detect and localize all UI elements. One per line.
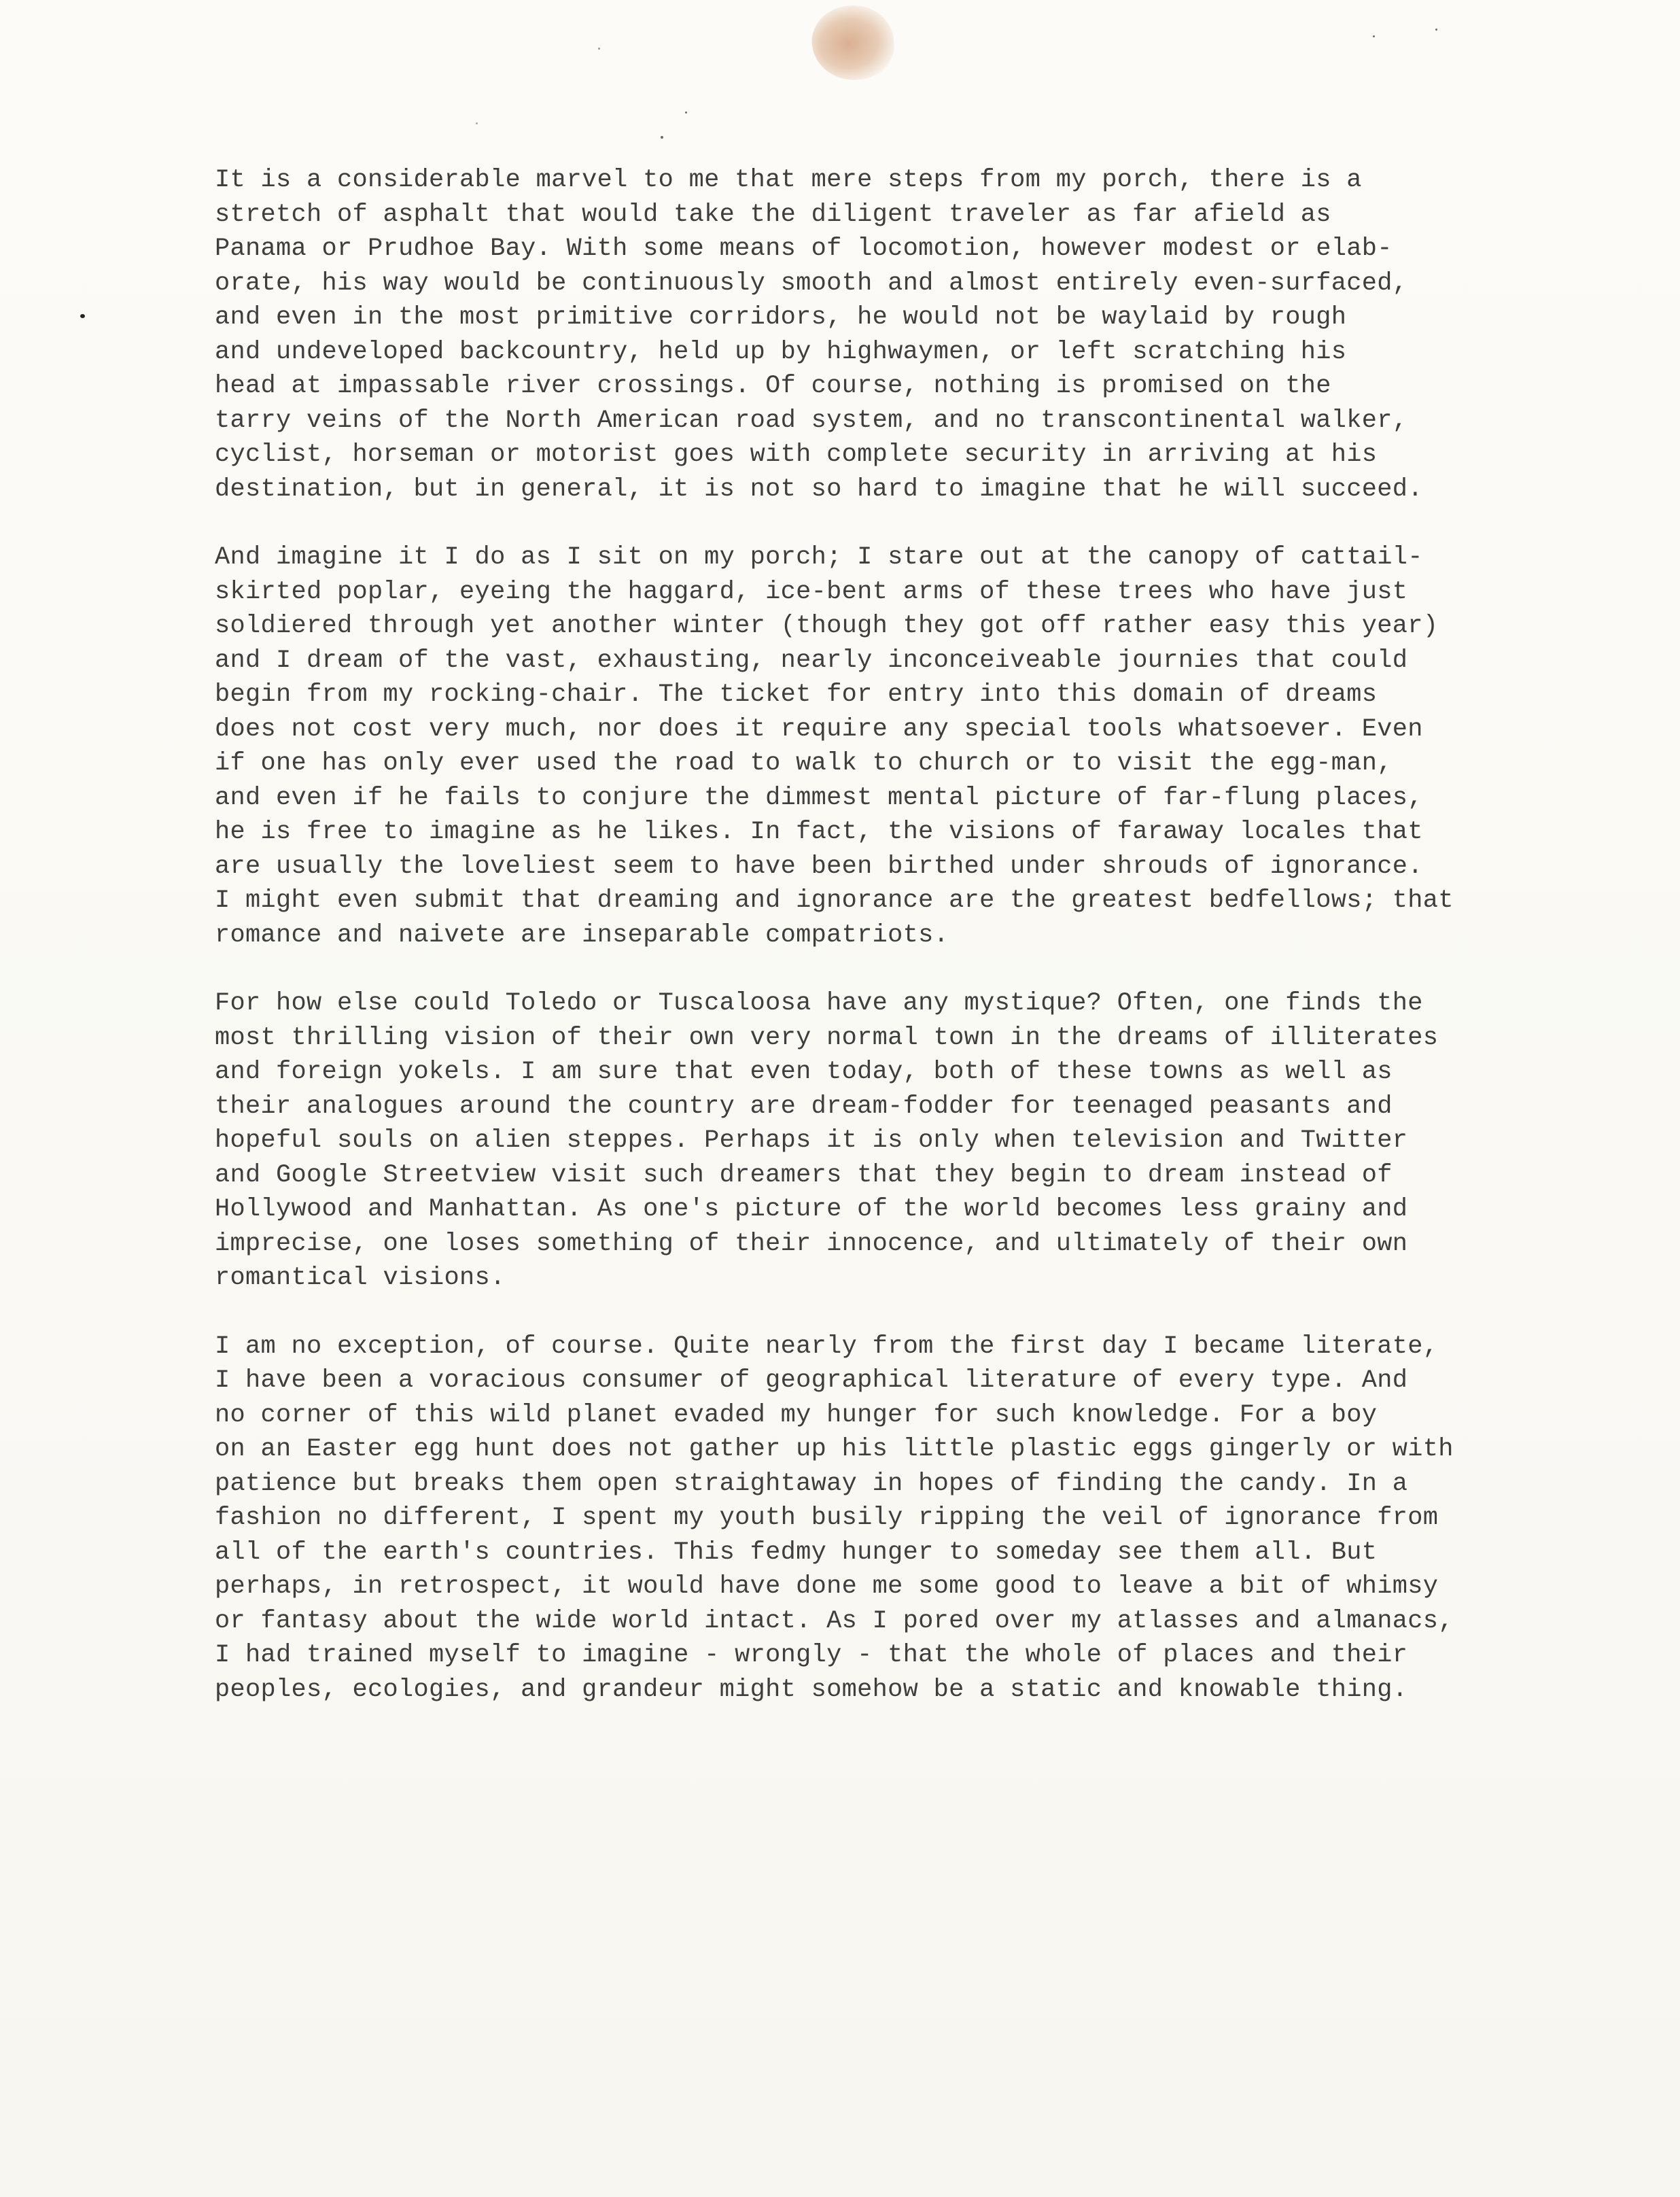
ink-speck [80, 314, 85, 318]
text-line: It is a considerable marvel to me that mere steps from my porch, there is a [215, 166, 1362, 194]
text-line: tarry veins of the North American road system, and no transcontinental walker, [215, 406, 1408, 435]
text-line: fashion no different, I spent my youth busily ripping the veil of ignorance from [215, 1504, 1439, 1532]
ink-speck [476, 122, 478, 124]
ink-speck [1435, 29, 1437, 31]
ink-speck [661, 136, 663, 139]
text-line: stretch of asphalt that would take the diligent traveler as far afield as [215, 200, 1331, 229]
text-line: I am no exception, of course. Quite nearly from the first day I became literate, [215, 1332, 1439, 1361]
text-line: hopeful souls on alien steppes. Perhaps it is only when television and Twitter [215, 1126, 1408, 1155]
text-line: I have been a voracious consumer of geographical literature of every type. And [215, 1366, 1408, 1395]
paragraph-gap [215, 952, 1662, 986]
text-line: and I dream of the vast, exhausting, nearly inconceiveable journies that could [215, 646, 1408, 675]
ink-speck [598, 48, 600, 50]
text-line: I might even submit that dreaming and ignorance are the greatest bedfellows; that [215, 886, 1454, 915]
text-line: And imagine it I do as I sit on my porch; I stare out at the canopy of cattail- [215, 543, 1423, 572]
text-line: their analogues around the country are dream-fodder for teenaged peasants and [215, 1092, 1393, 1121]
text-line: all of the earth's countries. This fedmy hunger to someday see them all. But [215, 1538, 1378, 1567]
paragraph-gap [215, 506, 1662, 540]
text-line: begin from my rocking-chair. The ticket for entry into this domain of dreams [215, 680, 1378, 709]
text-line: For how else could Toledo or Tuscaloosa have any mystique? Often, one finds the [215, 989, 1423, 1018]
text-line: Panama or Prudhoe Bay. With some means of locomotion, however modest or elab- [215, 235, 1393, 263]
text-line: patience but breaks them open straightaway in hopes of finding the candy. In a [215, 1469, 1408, 1498]
text-line: I had trained myself to imagine - wrongly - that the whole of places and their [215, 1641, 1408, 1670]
document-body [215, 163, 1662, 1707]
text-line: and foreign yokels. I am sure that even today, both of these towns as well as [215, 1058, 1393, 1086]
paragraph-2 [215, 540, 1662, 952]
ink-speck [685, 111, 687, 114]
text-line: romance and naivete are inseparable compatriots. [215, 920, 949, 950]
text-line: and even in the most primitive corridors, he would not be waylaid by rough [215, 303, 1347, 332]
coffee-stain [807, 0, 898, 86]
text-line: most thrilling vision of their own very normal town in the dreams of illiterates [215, 1023, 1439, 1052]
text-line: and Google Streetview visit such dreamers that they begin to dream instead of [215, 1160, 1393, 1190]
text-line: destination, but in general, it is not so hard to imagine that he will succeed. [215, 474, 1423, 504]
text-line: he is free to imagine as he likes. In fact, the visions of faraway locales that [215, 818, 1423, 846]
text-line: soldiered through yet another winter (though they got off rather easy this year) [215, 612, 1439, 640]
text-line: if one has only ever used the road to walk to church or to visit the egg-man, [215, 749, 1393, 778]
text-line: orate, his way would be continuously smooth and almost entirely even-surfaced, [215, 269, 1408, 298]
text-line: perhaps, in retrospect, it would have done me some good to leave a bit of whimsy [215, 1572, 1439, 1601]
text-line: peoples, ecologies, and grandeur might somehow be a static and knowable thing. [215, 1675, 1408, 1704]
text-line: no corner of this wild planet evaded my hunger for such knowledge. For a boy [215, 1400, 1378, 1430]
text-line: Hollywood and Manhattan. As one's picture of the world becomes less grainy and [215, 1195, 1408, 1224]
paragraph-3 [215, 986, 1662, 1296]
text-line: romantical visions. [215, 1264, 506, 1292]
text-line: and undeveloped backcountry, held up by highwaymen, or left scratching his [215, 337, 1347, 366]
text-line: imprecise, one loses something of their innocence, and ultimately of their own [215, 1229, 1408, 1258]
text-line: and even if he fails to conjure the dimmest mental picture of far-flung places, [215, 783, 1423, 812]
text-line: does not cost very much, nor does it require any special tools whatsoever. Even [215, 714, 1423, 744]
text-line: skirted poplar, eyeing the haggard, ice-bent arms of these trees who have just [215, 577, 1408, 606]
text-line: or fantasy about the wide world intact. As I pored over my atlasses and almanacs, [215, 1606, 1454, 1636]
text-line: on an Easter egg hunt does not gather up his little plastic eggs gingerly or with [215, 1435, 1454, 1464]
text-line: cyclist, horseman or motorist goes with complete security in arriving at his [215, 440, 1378, 469]
paragraph-4 [215, 1330, 1662, 1708]
ink-speck [1373, 35, 1375, 37]
paragraph-1 [215, 163, 1662, 506]
text-line: head at impassable river crossings. Of course, nothing is promised on the [215, 372, 1331, 400]
text-line: are usually the loveliest seem to have been birthed under shrouds of ignorance. [215, 852, 1423, 881]
paragraph-gap [215, 1296, 1662, 1330]
